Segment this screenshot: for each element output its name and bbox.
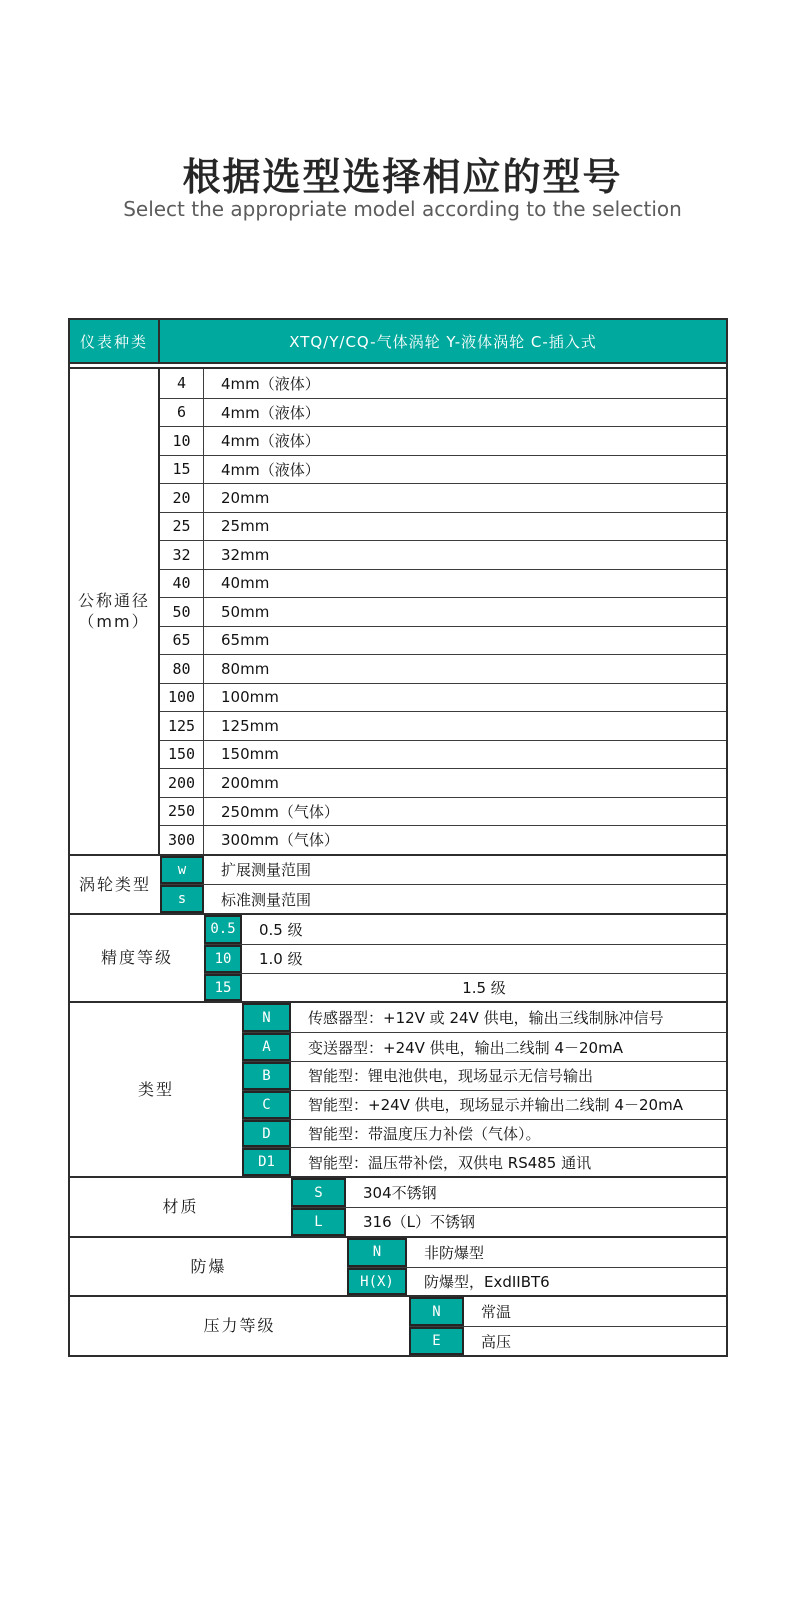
code-cell: L [291, 1208, 346, 1236]
section-label-unit: （mm） [78, 612, 150, 632]
code-cell: N [242, 1003, 291, 1032]
desc-cell: 常温 [481, 1303, 512, 1322]
table-row [160, 711, 726, 740]
table-header-row [70, 320, 726, 364]
desc-cell: 智能型：+24V 供电，现场显示并输出二线制 4－20mA [308, 1096, 683, 1115]
model-selection-table [68, 318, 728, 1357]
desc-cell: 智能型：温压带补偿，双供电 RS485 通讯 [308, 1153, 592, 1172]
code-cell: 50 [160, 598, 204, 626]
table-row [160, 740, 726, 769]
desc-cell: 4mm（液体） [221, 432, 320, 451]
desc-cell: 防爆型，ExdIIBT6 [424, 1273, 550, 1292]
section-rows [204, 915, 726, 1001]
code-cell: 40 [160, 570, 204, 598]
table-row [242, 1032, 726, 1061]
section-label-accuracy-class [70, 915, 204, 1001]
header-category-cell: 仪表种类 [70, 320, 160, 362]
desc-cell: 扩展测量范围 [221, 861, 312, 880]
section-label-nominal-diameter [70, 369, 160, 854]
section-rows [409, 1297, 726, 1355]
desc-cell: 65mm [221, 631, 270, 650]
table-body [70, 367, 726, 1355]
desc-cell: 1.0 级 [259, 950, 303, 969]
desc-cell: 传感器型：+12V 或 24V 供电，输出三线制脉冲信号 [308, 1009, 664, 1028]
section-turbine-type [70, 854, 726, 914]
section-rows [291, 1178, 726, 1236]
code-cell: H(X) [347, 1268, 407, 1296]
desc-cell: 1.5 级 [462, 979, 506, 998]
code-cell: 32 [160, 541, 204, 569]
header-model-cell: XTQ/Y/CQ-气体涡轮 Y-液体涡轮 C-插入式 [289, 332, 597, 351]
section-rows [347, 1238, 726, 1296]
table-row [160, 654, 726, 683]
desc-cell: 250mm（气体） [221, 802, 339, 821]
table-row [242, 1061, 726, 1090]
code-cell: 150 [160, 741, 204, 769]
desc-cell: 25mm [221, 517, 270, 536]
code-cell: 15 [160, 456, 204, 484]
desc-cell: 智能型：锂电池供电，现场显示无信号输出 [308, 1067, 594, 1086]
code-cell: 0.5 [204, 915, 242, 944]
desc-cell: 20mm [221, 488, 270, 507]
code-cell: 4 [160, 369, 204, 398]
section-explosion-proof [70, 1236, 726, 1296]
desc-cell: 300mm（气体） [221, 831, 339, 850]
table-row [160, 455, 726, 484]
section-label-material [70, 1178, 291, 1236]
code-cell: 250 [160, 798, 204, 826]
code-cell: B [242, 1062, 291, 1090]
code-cell: N [347, 1238, 407, 1267]
code-cell: 15 [204, 974, 242, 1002]
page-title: 根据选型选择相应的型号 [182, 155, 623, 199]
code-cell: 200 [160, 769, 204, 797]
code-cell: D1 [242, 1148, 291, 1176]
table-row [160, 884, 726, 913]
table-row [204, 944, 726, 973]
code-cell: 125 [160, 712, 204, 740]
table-row [409, 1297, 726, 1326]
table-row [160, 768, 726, 797]
table-row [347, 1238, 726, 1267]
section-pressure-class [70, 1295, 726, 1355]
table-row [160, 512, 726, 541]
desc-cell: 变送器型：+24V 供电，输出二线制 4－20mA [308, 1038, 623, 1057]
section-label-turbine-type [70, 856, 160, 914]
table-row [204, 915, 726, 944]
table-row [160, 683, 726, 712]
section-label-type [70, 1003, 242, 1176]
desc-cell: 智能型：带温度压力补偿（气体）。 [308, 1125, 541, 1144]
section-rows [160, 856, 726, 914]
table-row [160, 825, 726, 854]
desc-cell: 高压 [481, 1332, 512, 1351]
table-row [160, 597, 726, 626]
desc-cell: 标准测量范围 [221, 890, 312, 909]
table-row [160, 540, 726, 569]
table-row [160, 369, 726, 398]
table-row [160, 426, 726, 455]
code-cell: C [242, 1091, 291, 1119]
desc-cell: 0.5 级 [259, 920, 303, 939]
desc-cell: 316（L）不锈钢 [363, 1213, 475, 1232]
section-label-text: 材质 [162, 1197, 199, 1217]
code-cell: 20 [160, 484, 204, 512]
code-cell: A [242, 1033, 291, 1061]
code-cell: E [409, 1327, 464, 1355]
table-row [204, 973, 726, 1002]
table-row [242, 1090, 726, 1119]
table-row [291, 1207, 726, 1236]
table-row [409, 1326, 726, 1355]
code-cell: 10 [204, 945, 242, 973]
code-cell: S [291, 1178, 346, 1207]
section-label-pressure-class [70, 1297, 409, 1355]
table-row [347, 1267, 726, 1296]
section-label-text: 压力等级 [203, 1316, 276, 1336]
table-row [160, 626, 726, 655]
desc-cell: 4mm（液体） [221, 374, 320, 393]
desc-cell: 80mm [221, 659, 270, 678]
section-nominal-diameter [70, 367, 726, 854]
section-type [70, 1001, 726, 1176]
desc-cell: 4mm（液体） [221, 460, 320, 479]
code-cell: N [409, 1297, 464, 1326]
code-cell: 65 [160, 627, 204, 655]
section-rows [160, 369, 726, 854]
desc-cell: 200mm [221, 773, 279, 792]
desc-cell: 304不锈钢 [363, 1184, 437, 1203]
code-cell: 100 [160, 684, 204, 712]
section-accuracy-class [70, 913, 726, 1001]
desc-cell: 40mm [221, 574, 270, 593]
desc-cell: 125mm [221, 716, 279, 735]
table-row [160, 483, 726, 512]
table-row [160, 398, 726, 427]
code-cell: 10 [160, 427, 204, 455]
desc-cell: 32mm [221, 545, 270, 564]
code-cell: 6 [160, 399, 204, 427]
table-row [160, 797, 726, 826]
desc-cell: 50mm [221, 602, 270, 621]
code-cell: D [242, 1120, 291, 1148]
section-rows [242, 1003, 726, 1176]
section-label-text: 防爆 [190, 1256, 227, 1276]
section-label-text: 公称通径 [77, 590, 150, 610]
desc-cell: 非防爆型 [424, 1243, 485, 1262]
desc-cell: 100mm [221, 688, 279, 707]
desc-cell: 4mm（液体） [221, 403, 320, 422]
page-subtitle: Select the appropriate model according to the selection [123, 197, 682, 221]
code-cell: s [160, 885, 204, 913]
table-row [242, 1003, 726, 1032]
section-label-explosion-proof [70, 1238, 347, 1296]
section-label-text: 精度等级 [100, 948, 173, 968]
table-row [160, 569, 726, 598]
section-material [70, 1176, 726, 1236]
code-cell: w [160, 856, 204, 885]
table-row [242, 1147, 726, 1176]
code-cell: 25 [160, 513, 204, 541]
code-cell: 300 [160, 826, 204, 854]
table-row [242, 1119, 726, 1148]
desc-cell: 150mm [221, 745, 279, 764]
code-cell: 80 [160, 655, 204, 683]
section-label-text: 类型 [137, 1080, 174, 1100]
table-row [291, 1178, 726, 1207]
table-row [160, 856, 726, 885]
section-label-text: 涡轮类型 [78, 874, 151, 894]
